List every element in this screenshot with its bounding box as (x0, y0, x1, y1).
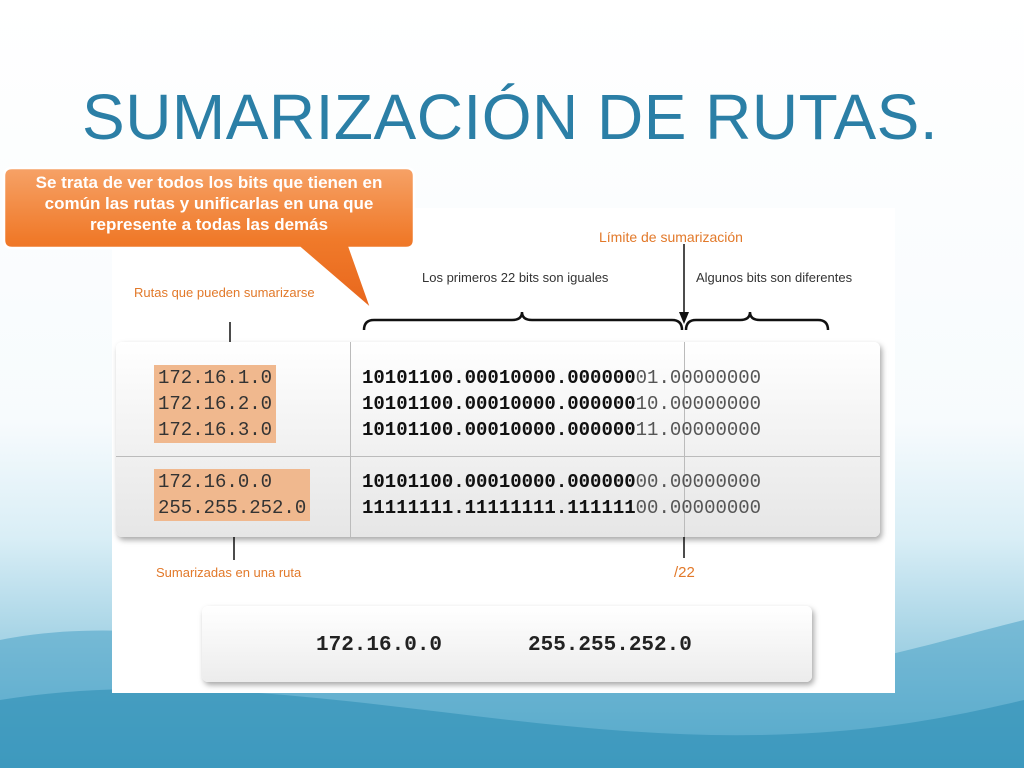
route-ip: 172.16.3.0 (158, 419, 273, 441)
bits-row: 10101100.00010000.00000000.00000000 (362, 471, 762, 493)
result-network: 172.16.0.0 (316, 634, 443, 657)
summary-mask: 255.255.252.0 (158, 497, 307, 519)
limit-label: Límite de sumarización (599, 229, 743, 245)
summarized-label: Sumarizadas en una ruta (156, 565, 302, 580)
bits-row: 10101100.00010000.00000010.00000000 (362, 393, 762, 415)
prefix-label: /22 (674, 564, 695, 581)
route-ip: 172.16.1.0 (158, 367, 273, 389)
result-mask: 255.255.252.0 (528, 634, 692, 657)
bits-row: 10101100.00010000.00000001.00000000 (362, 367, 762, 389)
routes-label: Rutas que pueden sumarizarse (134, 285, 315, 300)
first-bits-label: Los primeros 22 bits son iguales (422, 270, 609, 285)
slide-title: SUMARIZACIÓN DE RUTAS. (82, 81, 939, 153)
route-ip: 172.16.2.0 (158, 393, 273, 415)
bits-row: 11111111.11111111.11111100.00000000 (362, 497, 762, 519)
bits-row: 10101100.00010000.00000011.00000000 (362, 419, 762, 441)
callout-text: Se trata de ver todos los bits que tienen en común las rutas y unificarlas en una que represente a todas las demás (35, 173, 383, 234)
diff-bits-label: Algunos bits son diferentes (696, 270, 853, 285)
summary-network: 172.16.0.0 (158, 471, 273, 493)
